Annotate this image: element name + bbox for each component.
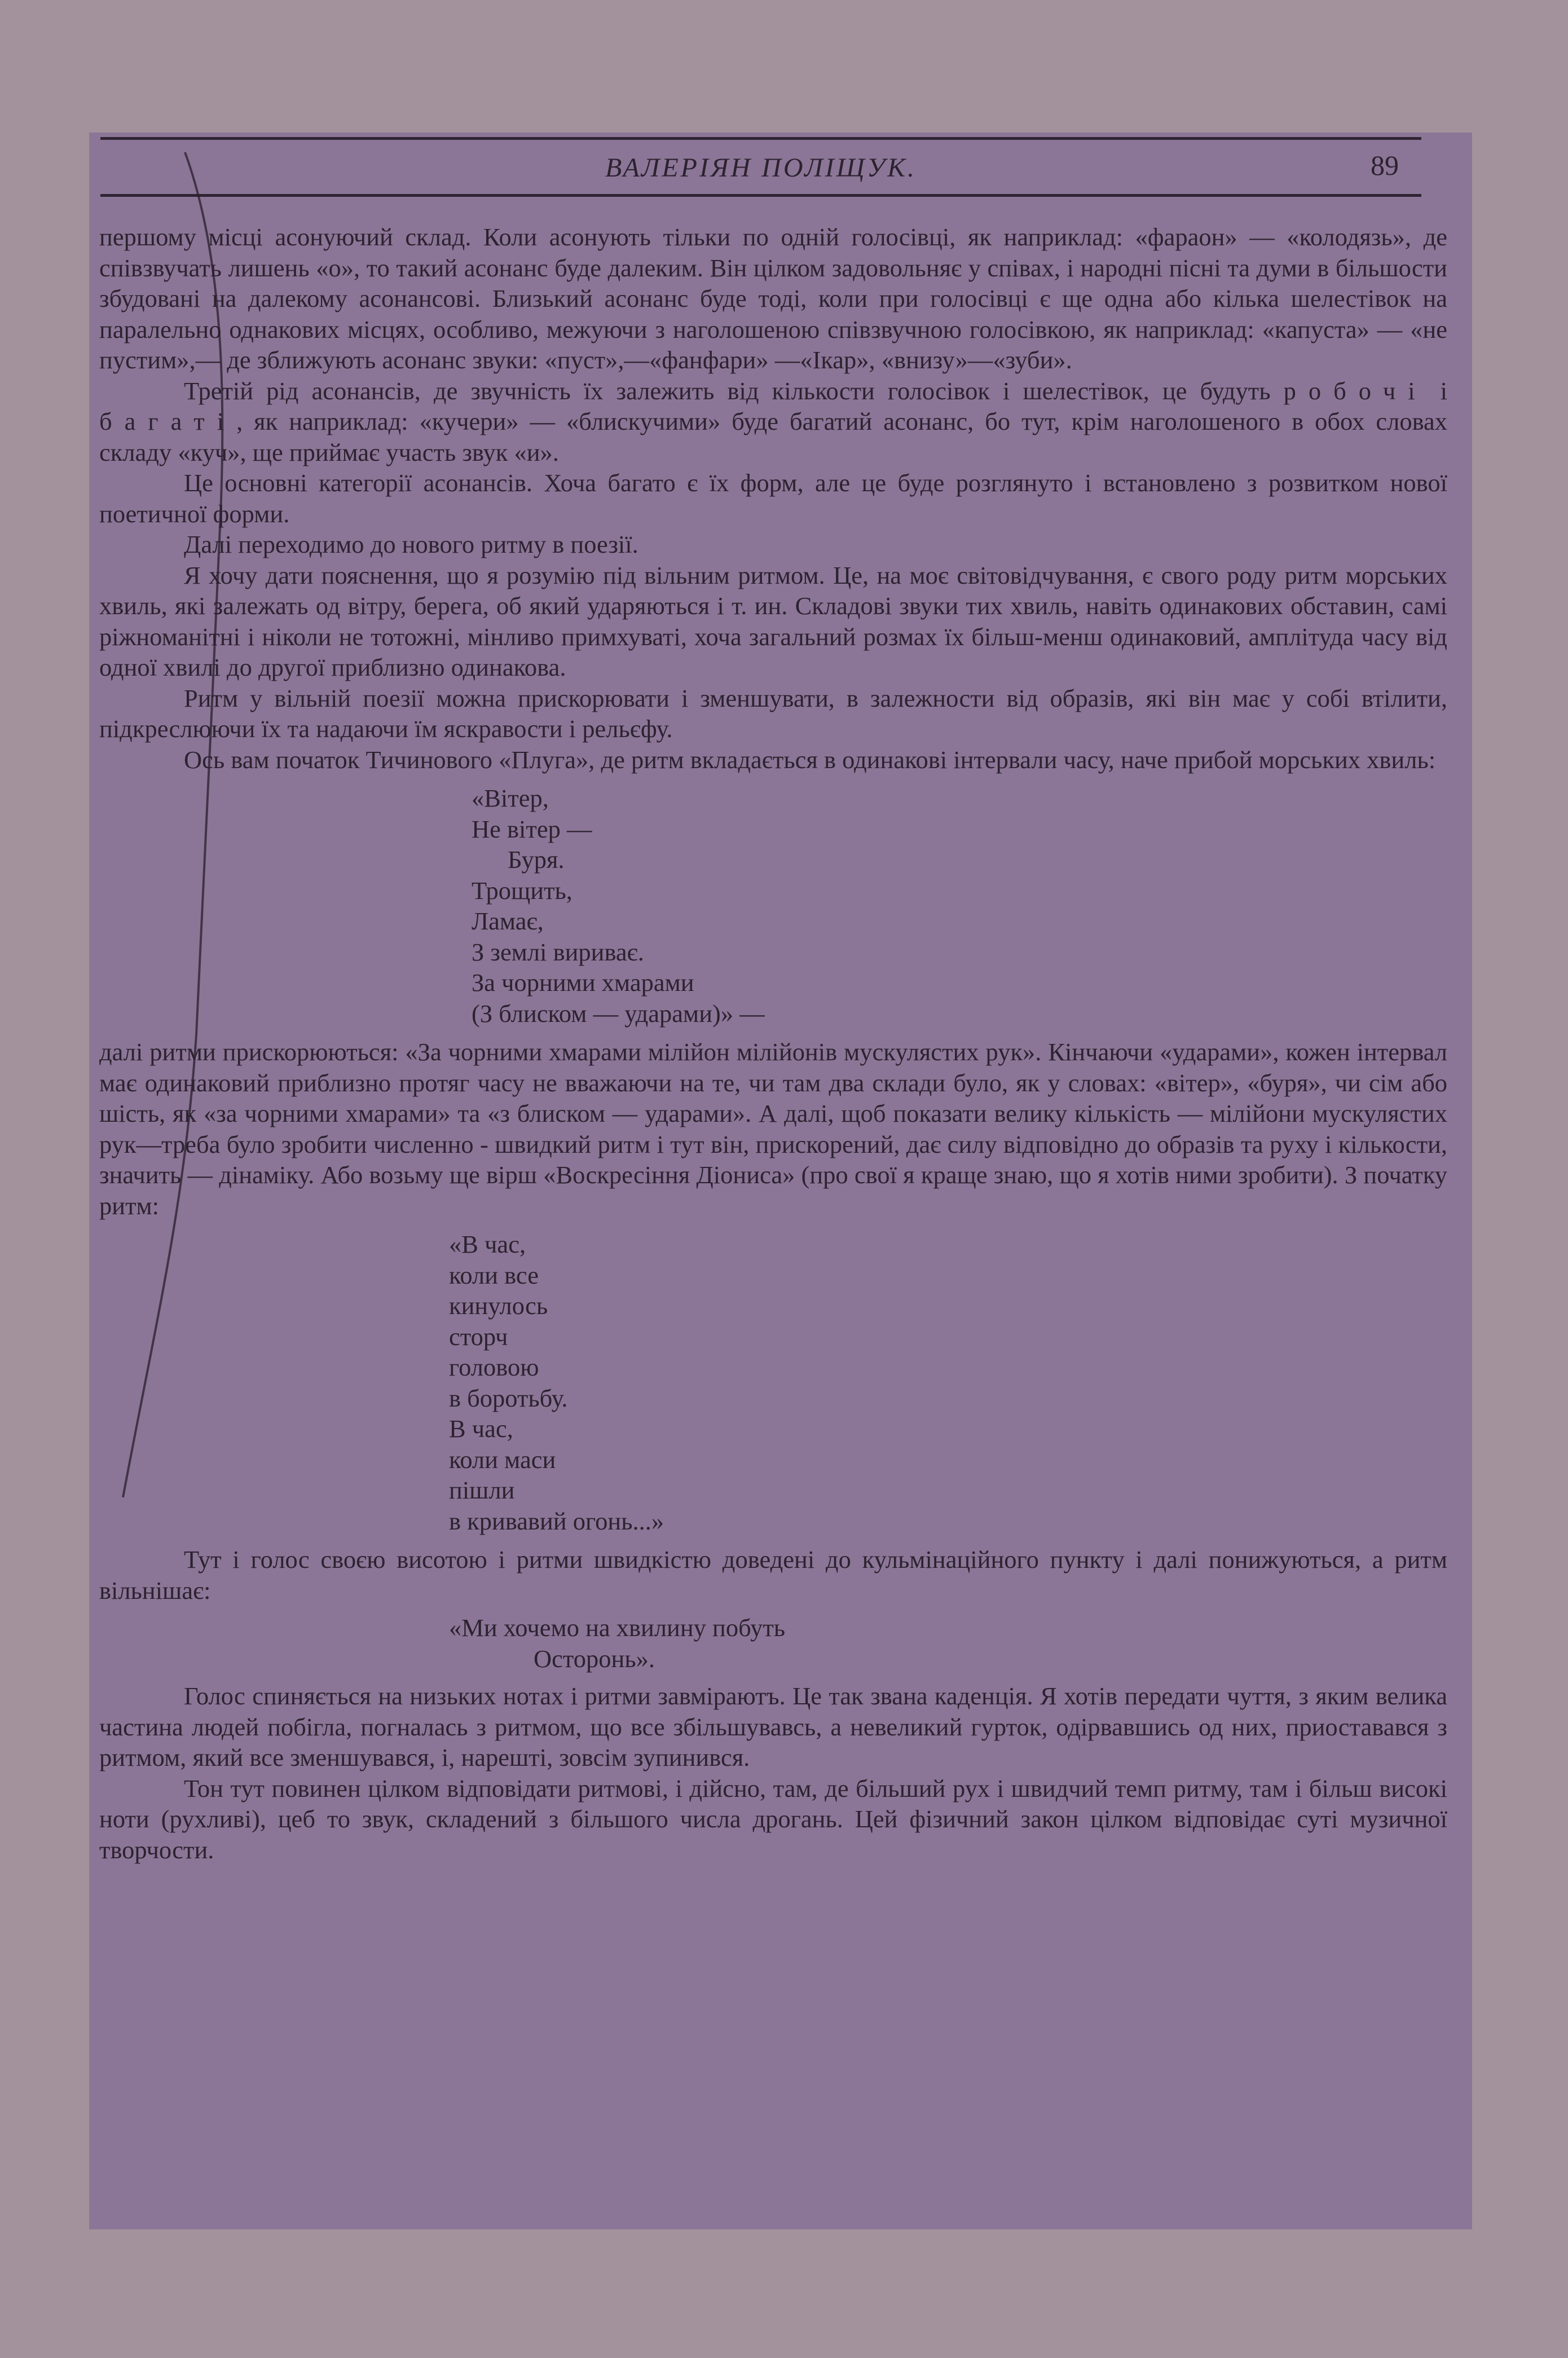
poem-line: Буря. [508, 845, 565, 874]
quote-line: Осторонь». [534, 1644, 655, 1673]
paragraph-8: далі ритми прискорюються: «За чорними хмарами мілійон мілійонів мускулястих рук». Кінчаючи «ударами», кожен інтервал має одинаковий приблизно протяг часу не вважаючи на те, чи там два склади було, як у словах: «вітер», «буря», чи сім або шість, як «за чорними хмарами» та «з блиском — ударами». А далі, щоб показати велику кількість — мілійони мускулястих рук—треба було зробити численно - швидкий ритм і тут він, прискорений, дає силу відповідно до образів та руху і кількости, значить — дінаміку. Або возьму ще вірш «Воскресіння Діониса» (про свої я краще знаю, що я хотів ними зробити). З початку ритм: [99, 1038, 1447, 1220]
paragraph-10: Голос спиняється на низьких нотах і ритми завміраютъ. Це так звана каденція. Я хотів передати чуття, з яким велика частина людей побігла, погналась з ритмом, що все збільшувавсь, а невеликий гурток, одірвавшись од них, приоставався з ритмом, який все зменшувався, і, нарешті, зовсім зупинився. [99, 1682, 1447, 1771]
poem-line: сторч [449, 1322, 508, 1351]
poem-line: Не вітер — [472, 814, 592, 843]
poem-line: З землі вириває. [472, 937, 644, 966]
paragraph-1: першому місці асонуючий склад. Коли асонують тільки по одній голосівці, як наприклад: «фараон» — «колодязь», де співзвучать лишень «о», то такий асонанс буде далеким. Він цілком задовольняє у співах, і народні пісні та думи в більшости збудовані на далекому асонансові. Близький асонанс буде тоді, коли при голосівці є ще одна або кілька шелестівок на паралельно однакових місцях, особливо, межуючи з наголошеною співзвучною голосівкою, як наприклад: «капуста» — «не пустим»,— де зближують асонанс звуки: «пуст»,—«фанфари» —«Ікар», «внизу»—«зуби». [99, 223, 1447, 374]
quote-block [449, 1612, 1447, 1674]
paragraph-5: Я хочу дати пояснення, що я розумію під вільним ритмом. Це, на моє світовідчування, є свого роду ритм морських хвиль, які залежать од вітру, берега, об який ударяються і т. ин. Складові звуки тих хвиль, навіть одинакових обставин, самі ріжноманітні і ніколи не тотожні, мінливо примхуваті, хоча загальний розмах їх більш-менш одинаковий, амплітуда часу від одної хвилі до другої приблизно одинакова. [99, 561, 1447, 681]
poem-line: (З блиском — ударами)» — [472, 999, 765, 1028]
paragraph-2-text-c: і [1427, 376, 1447, 405]
poem-line: «В час, [449, 1230, 526, 1258]
page-number: 89 [1371, 149, 1399, 181]
poem-line: головою [449, 1353, 539, 1381]
poem-line: В час, [449, 1414, 513, 1443]
poem-line: Ламає, [472, 907, 544, 935]
poem-line: в кривавий огонь...» [449, 1506, 664, 1535]
running-header [100, 137, 1421, 197]
paragraph-2-text-e: , як наприклад: «кучери» — «блискучими» буде багатий асонанс, бо тут, крім наголошеного в обох словах складу «куч», ще приймає участь звук «и». [99, 407, 1447, 466]
paragraph-2 [99, 376, 1447, 468]
paragraph-9: Тут і голос своєю висотою і ритми швидкістю доведені до кульмінаційного пункту і далі понижуються, а ритм вільнішає: [99, 1545, 1447, 1605]
paragraph-2-text-a: Третій рід асонансів, де звучність їх залежить від кількости голосівок і шелестівок, це будуть [184, 376, 1284, 405]
poem-line: в боротьбу. [449, 1383, 568, 1412]
poem-line: пішли [449, 1476, 515, 1504]
poem-line: кинулось [449, 1292, 548, 1320]
emphasis-bahati: багаті [99, 407, 237, 435]
paragraph-7: Ось вам початок Тичинового «Плуга», де ритм вкладається в одинакові інтервали часу, наче прибой морських хвиль: [184, 745, 1436, 774]
poem-line: коли все [449, 1260, 539, 1289]
quote-line: «Ми хочемо на хвилину побуть [449, 1614, 786, 1642]
poem-tychyna [472, 783, 1447, 1029]
poem-line: «Вітер, [472, 784, 549, 812]
emphasis-robochi: робочі [1283, 376, 1428, 405]
paragraph-4: Далі переходимо до нового ритму в поезії. [184, 530, 638, 558]
paragraph-6: Ритм у вільній поезії можна прискорювати і зменшувати, в залежности від образів, які він має у собі втілити, підкреслюючи їх та надаючи їм яскравости і рельєфу. [99, 684, 1447, 743]
body-text [99, 222, 1447, 1865]
poem-line: За чорними хмарами [472, 968, 694, 997]
poem-line: Трощить, [472, 876, 572, 905]
paragraph-11: Тон тут повинен цілком відповідати ритмові, і дійсно, там, де більший рух і швидчий темп ритму, там і більш високі ноти (рухливі), цеб то звук, складений з більшого числа дрогань. Цей фізичний закон цілком відповідає суті музичної творчости. [99, 1774, 1447, 1864]
paragraph-3: Це основні категорії асонансів. Хоча багато є їх форм, але це буде розглянуто і встановлено з розвитком нової поетичної форми. [99, 469, 1447, 528]
book-page [89, 133, 1472, 2229]
poem-line: коли маси [449, 1445, 556, 1474]
header-title: ВАЛЕРІЯН ПОЛІЩУК. [605, 153, 917, 183]
poem-dionysus [449, 1229, 1447, 1536]
